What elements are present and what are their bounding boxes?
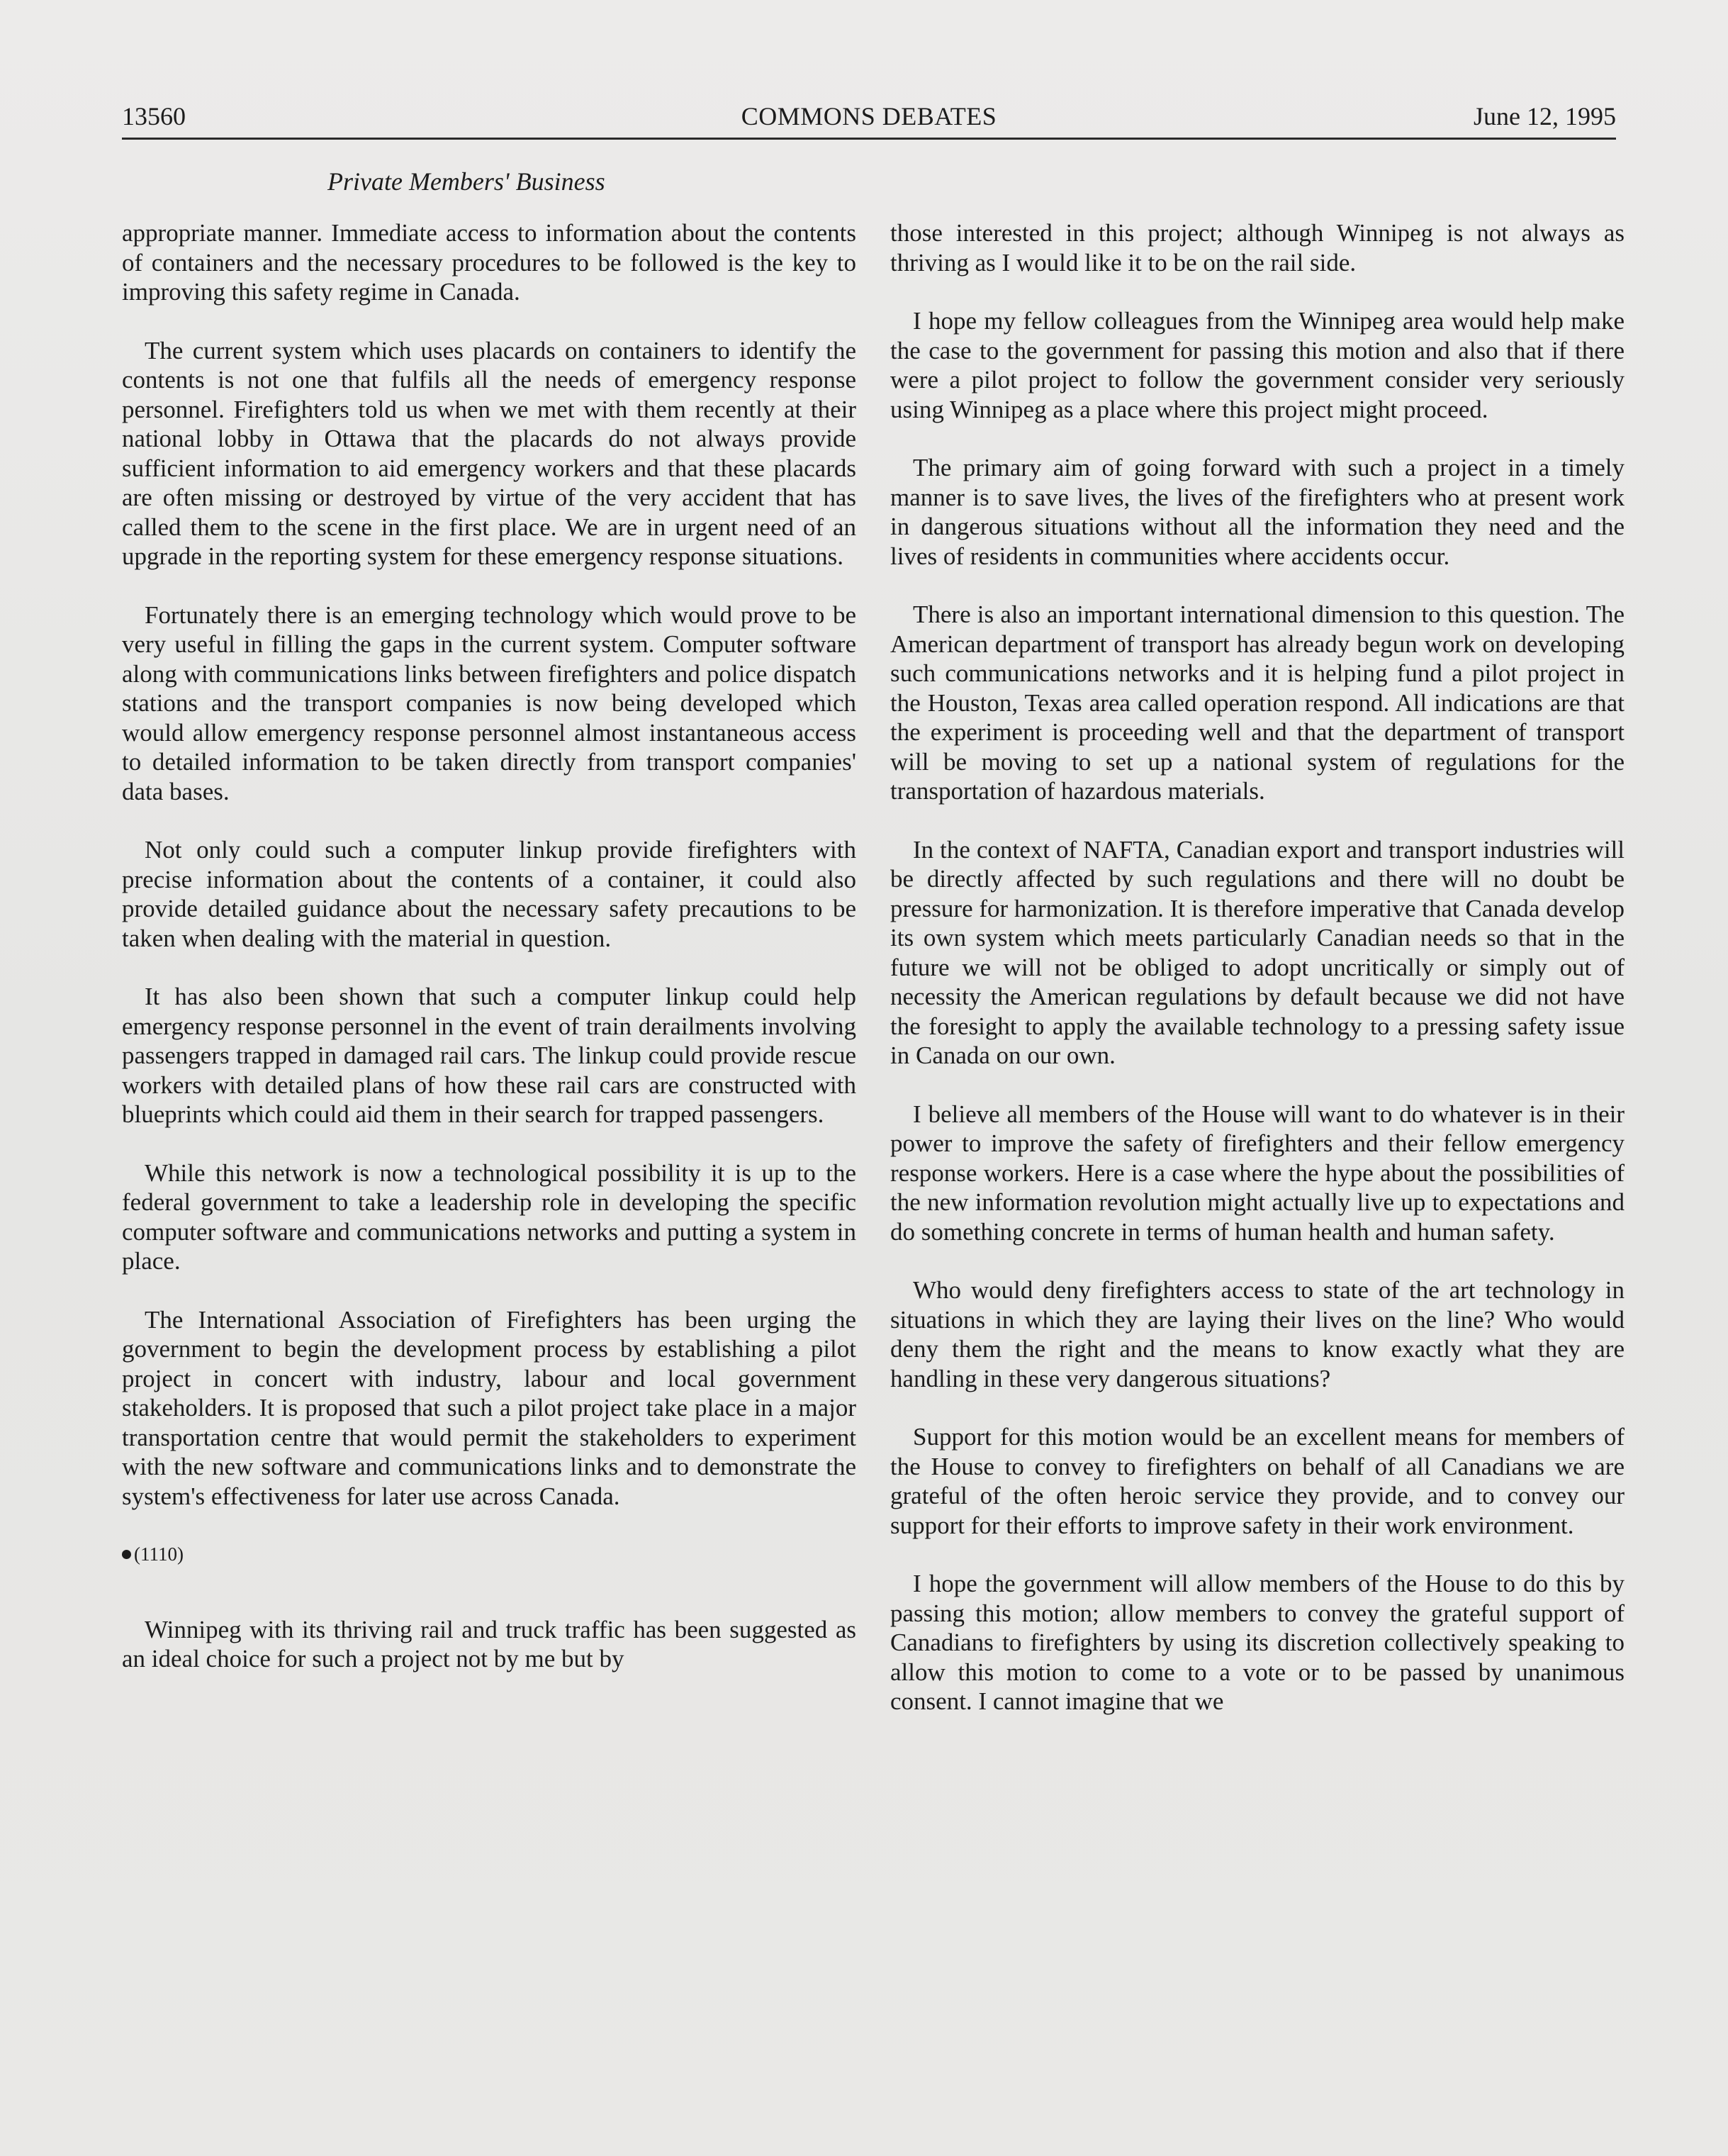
time-marker xyxy=(122,1540,856,1570)
left-column xyxy=(122,218,856,1703)
right-column xyxy=(890,218,1625,1746)
publication-title: COMMONS DEBATES xyxy=(741,102,997,130)
paragraph: Fortunately there is an emerging technology which would prove to be very useful in filling the gaps in the current system. Computer software along with communications links between firefighters and police dispatch stations and the transport companies is now being developed which would allow emergency response personnel almost instantaneous access to detailed information to be taken directly from transport companies' data bases. xyxy=(122,601,856,805)
paragraph: There is also an important international dimension to this question. The American department of transport has already begun work on developing such communications networks and it is helping fund a pilot project in the Houston, Texas area called operation respond. All indications are that the experiment is proceeding well and that the department of transport will be moving to set up a national system of regulations for the transportation of hazardous materials. xyxy=(890,601,1625,805)
paragraph: The current system which uses placards on containers to identify the contents is not one that fulfils all the needs of emergency response personnel. Firefighters told us when we met with them recently at their national lobby in Ottawa that the placards do not always provide sufficient information to aid emergency workers and that these placards are often missing or destroyed by virtue of the very accident that has called them to the scene in the first place. We are in urgent need of an upgrade in the reporting system for these emergency response situations. xyxy=(122,336,856,570)
paragraph: I hope the government will allow members of the House to do this by passing this motion; allow members to convey the grateful support of Canadians to firefighters by using its discretion collectively speaking to allow this motion to come to a vote or to be passed by unanimous consent. I cannot imagine that we xyxy=(890,1570,1625,1715)
section-heading: Private Members' Business xyxy=(327,167,605,196)
paragraph: Winnipeg with its thriving rail and truck traffic has been suggested as an ideal choice for such a project not by me but by xyxy=(122,1615,856,1672)
paragraph: Who would deny firefighters access to state of the art technology in situations in which they are laying their lives on the line? Who would deny them the right and the means to know exactly what they are handling in these very dangerous situations? xyxy=(890,1276,1625,1392)
paragraph: The International Association of Firefighters has been urging the government to begin the development process by establishing a pilot project in concert with industry, labour and local government stakeholders. It is proposed that such a pilot project take place in a major transportation centre that would permit the stakeholders to experiment with the new software and communications links and to demonstrate the system's effectiveness for later use across Canada. xyxy=(122,1305,856,1510)
paragraph: In the context of NAFTA, Canadian export and transport industries will be directly affected by such regulations and there will no doubt be pressure for harmonization. It is therefore imperative that Canada develop its own system which meets particularly Canadian needs so that in the future we will not be obliged to adopt uncritically or simply out of necessity the American regulations by default because we did not have the foresight to apply the available technology to a pressing safety issue in Canada on our own. xyxy=(890,835,1625,1069)
bullet-icon xyxy=(122,1550,131,1559)
paragraph: While this network is now a technological possibility it is up to the federal government to take a leadership role in developing the specific computer software and communications networks and putting a system in place. xyxy=(122,1158,856,1275)
paragraph: Not only could such a computer linkup provide firefighters with precise information about the contents of a container, it could also provide detailed guidance about the necessary safety precautions to be taken when dealing with the material in question. xyxy=(122,836,856,952)
paragraph: I hope my fellow colleagues from the Winnipeg area would help make the case to the government for passing this motion and also that if there were a pilot project to follow the government consider very seriously using Winnipeg as a place where this project might proceed. xyxy=(890,307,1625,423)
running-header xyxy=(122,98,1616,135)
page-number: 13560 xyxy=(122,102,186,130)
paragraph: The primary aim of going forward with such a project in a timely manner is to save lives, the lives of the firefighters who at present work in dangerous situations without all the information they need and the lives of residents in communities where accidents occur. xyxy=(890,454,1625,570)
paragraph: those interested in this project; although Winnipeg is not always as thriving as I would like it to be on the rail side. xyxy=(890,219,1625,277)
paragraph: I believe all members of the House will want to do whatever is in their power to improve the safety of firefighters and their fellow emergency response workers. Here is a case where the hype about the possibilities of the new information revolution might actually live up to expectations and do something concrete in terms of human health and human safety. xyxy=(890,1100,1625,1246)
time-marker-text: (1110) xyxy=(134,1543,184,1565)
publication-date: June 12, 1995 xyxy=(1474,102,1616,130)
paragraph: Support for this motion would be an excellent means for members of the House to convey to firefighters on behalf of all Canadians we are grateful of the often heroic service they provide, and to convey our support for their efforts to improve safety in their work environment. xyxy=(890,1423,1625,1539)
header-rule xyxy=(122,138,1616,140)
paragraph: appropriate manner. Immediate access to information about the contents of containers and the necessary procedures to be followed is the key to improving this safety regime in Canada. xyxy=(122,219,856,306)
paragraph: It has also been shown that such a computer linkup could help emergency response personnel in the event of train derailments involving passengers trapped in damaged rail cars. The linkup could provide rescue workers with detailed plans of how these rail cars are constructed with blueprints which could aid them in their search for trapped passengers. xyxy=(122,983,856,1128)
